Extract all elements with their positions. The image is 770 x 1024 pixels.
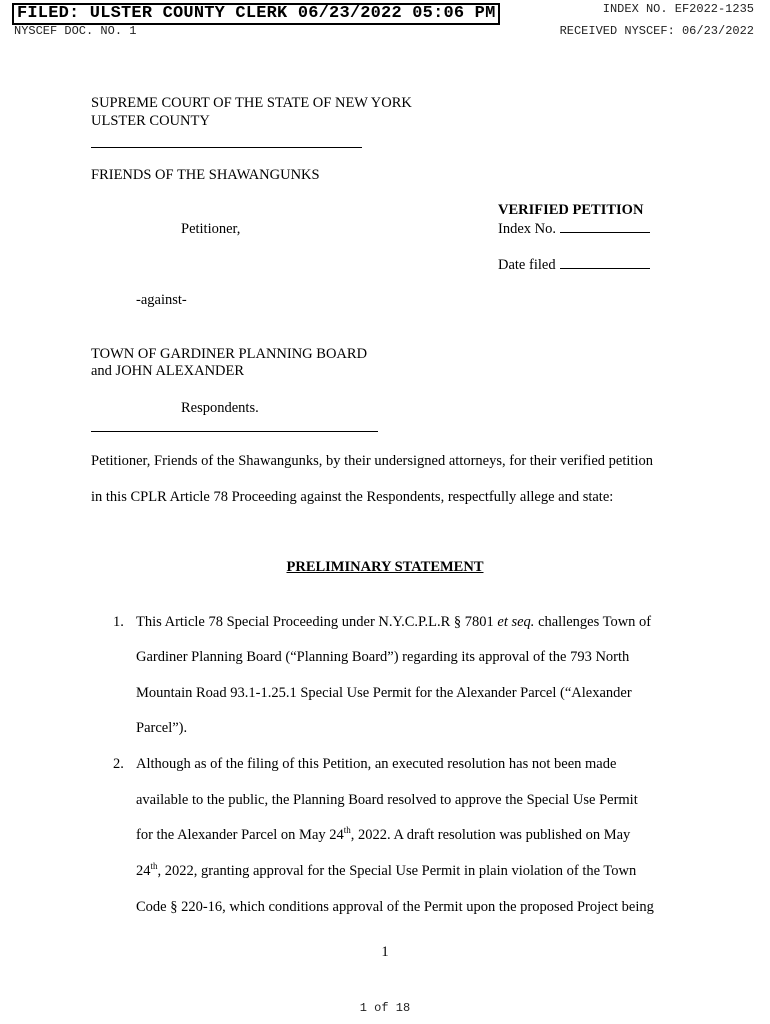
county-name: ULSTER COUNTY (91, 113, 210, 129)
paragraph-2-line-3-sup: th (343, 825, 351, 836)
against-label: -against- (136, 292, 187, 308)
paragraph-1-number: 1. (113, 614, 124, 630)
index-number-field (498, 220, 650, 238)
paragraph-2-line-5: Code § 220-16, which conditions approval of the Permit upon the proposed Project being (136, 899, 654, 915)
paragraph-2-line-4 (136, 862, 636, 880)
paragraph-2-line-1: Although as of the filing of this Petition, an executed resolution has not been made (136, 756, 617, 772)
nyscef-doc-number: NYSCEF DOC. NO. 1 (14, 24, 137, 38)
paragraph-2-line-3-a: for the Alexander Parcel on May 24 (136, 827, 344, 843)
respondent-name-line1: TOWN OF GARDINER PLANNING BOARD (91, 346, 368, 362)
date-filed-label: Date filed (498, 257, 556, 273)
paragraph-1-line-1 (136, 613, 651, 631)
paragraph-2-line-4-b: , 2022, granting approval for the Special Use Permit in plain violation of the Town (157, 863, 637, 879)
date-filed-field (498, 256, 650, 274)
paragraph-1-line-3: Mountain Road 93.1-1.25.1 Special Use Permit for the Alexander Parcel (“Alexander (136, 685, 632, 701)
received-stamp: RECEIVED NYSCEF: 06/23/2022 (559, 24, 754, 38)
index-number-label: Index No. (498, 221, 556, 237)
filed-stamp: FILED: ULSTER COUNTY CLERK 06/23/2022 05:06 PM (12, 3, 500, 25)
index-number: INDEX NO. EF2022-1235 (602, 2, 754, 16)
date-filed-blank (560, 256, 650, 269)
paragraph-2-line-4-sup: th (150, 861, 158, 872)
paragraph-2-line-4-a: 24 (136, 863, 151, 879)
paragraph-1-et-seq: et seq. (497, 614, 535, 630)
page-number: 1 (381, 944, 389, 960)
paragraph-2-line-2: available to the public, the Planning Board resolved to approve the Special Use Permit (136, 792, 638, 808)
page-count: 1 of 18 (359, 1001, 411, 1015)
respondent-name-line2: and JOHN ALEXANDER (91, 363, 245, 379)
paragraph-1-text-a: This Article 78 Special Proceeding under N.Y.C.P.L.R § 7801 (136, 614, 498, 630)
paragraph-2-line-3-b: , 2022. A draft resolution was published on May (350, 827, 631, 843)
paragraph-1-line-4: Parcel”). (136, 720, 188, 736)
paragraph-1-text-b: challenges Town of (534, 614, 652, 630)
document-title: VERIFIED PETITION (498, 202, 644, 218)
petitioner-role: Petitioner, (181, 221, 241, 237)
court-name: SUPREME COURT OF THE STATE OF NEW YORK (91, 95, 412, 111)
paragraph-2-line-3 (136, 826, 630, 844)
paragraph-2-number: 2. (113, 756, 124, 772)
caption-divider-bottom (91, 431, 378, 432)
respondent-role: Respondents. (181, 400, 259, 416)
intro-line-2: in this CPLR Article 78 Proceeding against the Respondents, respectfully allege and state: (91, 489, 614, 505)
section-heading: PRELIMINARY STATEMENT (286, 559, 484, 575)
intro-line-1: Petitioner, Friends of the Shawangunks, by their undersigned attorneys, for their verified petition (91, 453, 653, 469)
paragraph-1-line-2: Gardiner Planning Board (“Planning Board”) regarding its approval of the 793 North (136, 649, 630, 665)
index-number-blank (560, 220, 650, 233)
caption-divider-top (91, 147, 362, 148)
petitioner-name: FRIENDS OF THE SHAWANGUNKS (91, 167, 320, 183)
